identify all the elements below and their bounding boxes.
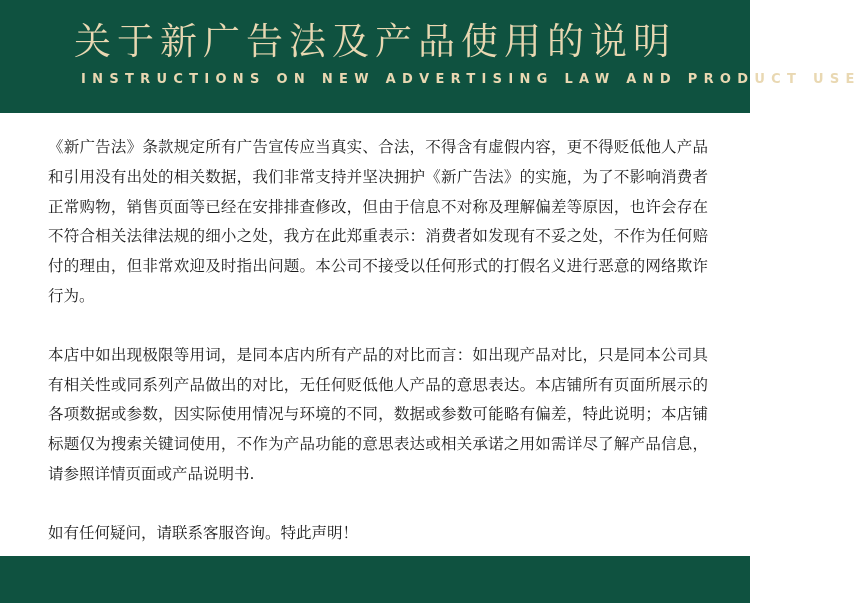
header-banner — [0, 0, 861, 113]
page-title: 关于新广告法及产品使用的说明 — [74, 20, 676, 63]
notice-paragraph-advertising-law: 《新广告法》条款规定所有广告宣传应当真实、合法，不得含有虚假内容，更不得贬低他人产品和引用没有出处的相关数据，我们非常支持并坚决拥护《新广告法》的实施，为了不影响消费者正常购物，销售页面等已经在安排排查修改，但由于信息不对称及理解偏差等原因，也许会存在不符合相关法律法规的细小之处，我方在此郑重表示：消费者如发现有不妥之处，不作为任何赔付的理由，但非常欢迎及时指出问题。本公司不接受以任何形式的打假名义进行恶意的网络欺诈行为。 — [48, 138, 708, 305]
notice-paragraph-product-comparison: 本店中如出现极限等用词，是同本店内所有产品的对比而言：如出现产品对比，只是同本公司具有相关性或同系列产品做出的对比，无任何贬低他人产品的意思表达。本店铺所有页面所展示的各项数据或参数，因实际使用情况与环境的不同，数据或参数可能略有偏差，特此说明；本店铺标题仅为搜索关键词使用，不作为产品功能的意思表达或相关承诺之用如需详尽了解产品信息，请参照详情页面或产品说明书. — [48, 345, 708, 483]
page-subtitle: INSTRUCTIONS ON NEW ADVERTISING LAW AND PRODUCT USE — [81, 72, 861, 87]
footer-bar — [0, 556, 750, 603]
notice-content — [48, 133, 708, 578]
notice-paragraph-contact: 如有任何疑问，请联系客服咨询。特此声明！ — [48, 523, 359, 542]
